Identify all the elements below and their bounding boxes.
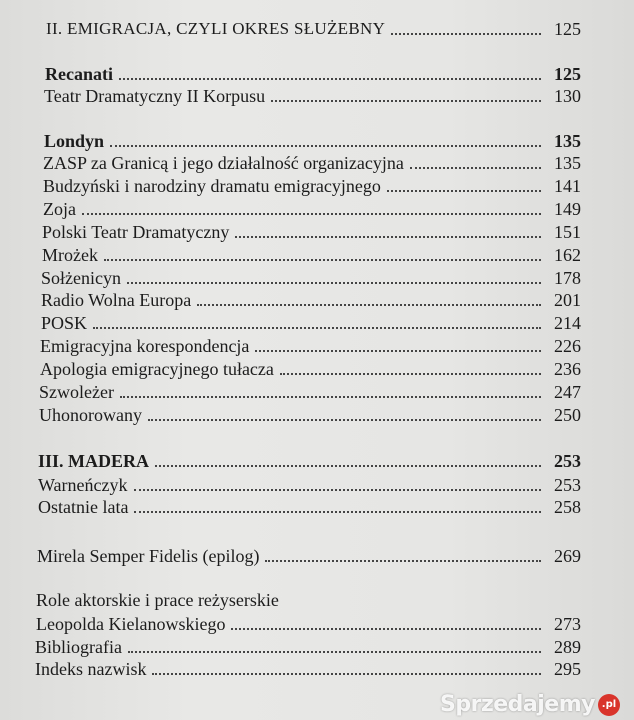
toc-entry-page: 141 — [554, 176, 581, 196]
toc-entry — [40, 358, 581, 380]
toc-entry-page: 135 — [554, 153, 581, 173]
dot-leader — [134, 511, 541, 513]
toc-entry — [46, 18, 581, 40]
dot-leader — [280, 373, 541, 375]
toc-entry-page: 247 — [554, 382, 581, 402]
toc-entry-page: 253 — [554, 475, 581, 495]
toc-entry-page: 226 — [554, 336, 581, 356]
toc-entry-title: POSK — [41, 313, 88, 333]
toc-entry-title: Zoja — [43, 199, 76, 219]
toc-entry — [37, 545, 581, 567]
toc-entry-page: 214 — [554, 313, 581, 333]
dot-leader — [104, 259, 541, 261]
toc-entry-title: Warneńczyk — [38, 475, 128, 495]
dot-leader — [255, 350, 541, 352]
toc-entry-title: ZASP za Granicą i jego działalność organizacyjna — [43, 153, 404, 173]
dot-leader — [231, 628, 541, 630]
watermark-badge: .pl — [598, 694, 620, 716]
toc-entry-page: 258 — [554, 497, 581, 517]
toc-entry-title: III. MADERA — [38, 451, 150, 471]
toc-entry — [41, 312, 581, 334]
toc-entry — [44, 85, 581, 107]
toc-entry-title: Szwoleżer — [39, 382, 114, 402]
toc-entry-title: Mirela Semper Fidelis (epilog) — [37, 546, 260, 566]
toc-entry-title: Budzyński i narodziny dramatu emigracyjnego — [43, 176, 381, 196]
dot-leader — [410, 167, 541, 169]
toc-entry — [42, 244, 581, 266]
dot-leader — [120, 396, 541, 398]
toc-entry-title: Bibliografia — [35, 637, 122, 657]
dot-leader — [152, 673, 541, 675]
toc-entry-page: 151 — [554, 222, 581, 242]
dot-leader — [127, 282, 541, 284]
dot-leader — [387, 190, 541, 192]
toc-entry-page: 125 — [554, 19, 581, 39]
toc-entry — [36, 613, 581, 635]
dot-leader — [265, 560, 541, 562]
toc-entry-title: Indeks nazwisk — [35, 659, 147, 679]
dot-leader — [93, 327, 541, 329]
toc-entry — [45, 63, 581, 85]
toc-entry-title: Polski Teatr Dramatyczny — [42, 222, 230, 242]
toc-entry — [41, 267, 581, 289]
toc-entry-title: Teatr Dramatyczny II Korpusu — [44, 86, 266, 106]
toc-entry — [36, 589, 581, 611]
dot-leader — [155, 465, 541, 467]
toc-entry-page: 130 — [554, 86, 581, 106]
toc-entry — [43, 152, 581, 174]
dot-leader — [82, 213, 541, 215]
toc-entry-page: 253 — [554, 451, 581, 471]
dot-leader — [235, 236, 541, 238]
toc-entry-title: Leopolda Kielanowskiego — [36, 614, 226, 634]
toc-entry-page: 201 — [554, 290, 581, 310]
toc-entry-page: 125 — [554, 64, 581, 84]
toc-entry-title: Emigracyjna korespondencja — [40, 336, 250, 356]
toc-entry-page: 236 — [554, 359, 581, 379]
toc-entry-title: Ostatnie lata — [38, 497, 129, 517]
toc-entry — [41, 289, 581, 311]
toc-entry-title: Role aktorskie i prace reżyserskie — [36, 590, 279, 610]
toc-entry — [44, 130, 581, 152]
toc-entry — [43, 175, 581, 197]
toc-entry-page: 162 — [554, 245, 581, 265]
toc-entry — [40, 335, 581, 357]
toc-entry-page: 269 — [554, 546, 581, 566]
toc-entry — [38, 496, 581, 518]
toc-entry-page: 295 — [554, 659, 581, 679]
toc-entry-title: Recanati — [45, 64, 113, 84]
toc-entry — [39, 381, 581, 403]
dot-leader — [110, 145, 541, 147]
toc-entry-title: Uhonorowany — [39, 405, 142, 425]
toc-entry-title: Sołżenicyn — [41, 268, 121, 288]
toc-entry — [43, 198, 581, 220]
toc-entry-page: 289 — [554, 637, 581, 657]
toc-entry-title: Londyn — [44, 131, 105, 151]
dot-leader — [134, 489, 542, 491]
toc-entry-title: Apologia emigracyjnego tułacza — [40, 359, 274, 379]
dot-leader — [119, 78, 541, 80]
toc-entry-page: 273 — [554, 614, 581, 634]
dot-leader — [148, 419, 541, 421]
toc-entry — [38, 474, 581, 496]
watermark-logo — [440, 691, 620, 719]
toc-entry — [39, 404, 581, 426]
toc-entry — [35, 658, 581, 680]
dot-leader — [197, 304, 541, 306]
watermark-text: Sprzedajemy — [440, 692, 595, 717]
toc-entry-page: 250 — [554, 405, 581, 425]
dot-leader — [391, 33, 541, 35]
toc-entry-page: 178 — [554, 268, 581, 288]
toc-entry — [38, 450, 581, 472]
toc-entry-title: II. EMIGRACJA, CZYLI OKRES SŁUŻEBNY — [46, 19, 386, 38]
toc-entry — [35, 636, 581, 658]
toc-entry-title: Mrożek — [42, 245, 98, 265]
dot-leader — [128, 651, 541, 653]
toc-entry-title: Radio Wolna Europa — [41, 290, 192, 310]
toc-entry-page: 135 — [554, 131, 581, 151]
toc-entry — [42, 221, 581, 243]
dot-leader — [271, 100, 541, 102]
toc-entry-page: 149 — [554, 199, 581, 219]
